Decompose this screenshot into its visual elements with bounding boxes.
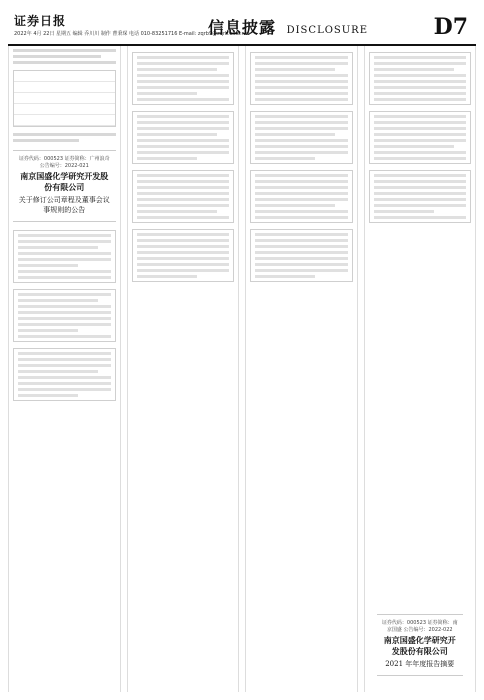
text-block bbox=[13, 289, 116, 342]
text-block bbox=[132, 229, 235, 282]
masthead-meta: 2022年 4月 22日 星期五 编辑 乔川川 制作 曹秉琛 电话 010-83251716 E-mail: zqrb9@zqrb.sina.net bbox=[14, 31, 250, 37]
section-title-en: DISCLOSURE bbox=[286, 25, 369, 36]
text-block bbox=[369, 52, 472, 105]
text-block bbox=[13, 230, 116, 283]
info-table-1 bbox=[13, 70, 116, 127]
announcement-title: 2021 年年度报告摘要 bbox=[385, 660, 455, 668]
newspaper-logo: 证券日报 bbox=[14, 14, 67, 28]
text-block bbox=[250, 229, 353, 282]
column-1 bbox=[8, 46, 121, 692]
section-title bbox=[208, 15, 368, 38]
text-block bbox=[369, 111, 472, 164]
section-title-cn: 信息披露 bbox=[208, 18, 277, 37]
company-name: 南京国盛化学研究开发股份有限公司 bbox=[20, 171, 109, 192]
text-block bbox=[250, 170, 353, 223]
text-block bbox=[132, 111, 235, 164]
announcement-header-1 bbox=[13, 150, 116, 222]
text-block bbox=[132, 170, 235, 223]
column-2 bbox=[127, 46, 240, 692]
column-4 bbox=[364, 46, 477, 692]
announcement-header-2 bbox=[377, 614, 464, 676]
text-block bbox=[369, 170, 472, 223]
text-block bbox=[132, 52, 235, 105]
text-block bbox=[250, 111, 353, 164]
text-block bbox=[250, 52, 353, 105]
content-columns bbox=[8, 46, 476, 692]
company-name: 南京国盛化学研究开发股份有限公司 bbox=[383, 635, 456, 656]
column-3 bbox=[245, 46, 358, 692]
stock-code-line: 证券代码：000523 证券简称：广州浪奇 公告编号：2022-021 bbox=[18, 156, 110, 169]
stock-code-line: 证券代码：000523 证券简称：南京国盛 公告编号：2022-022 bbox=[381, 620, 458, 633]
masthead bbox=[8, 6, 476, 46]
text-block bbox=[13, 348, 116, 401]
announcement-title: 关于修订公司章程及董事会议事规则的公告 bbox=[18, 196, 110, 214]
page-number: D7 bbox=[433, 14, 468, 40]
